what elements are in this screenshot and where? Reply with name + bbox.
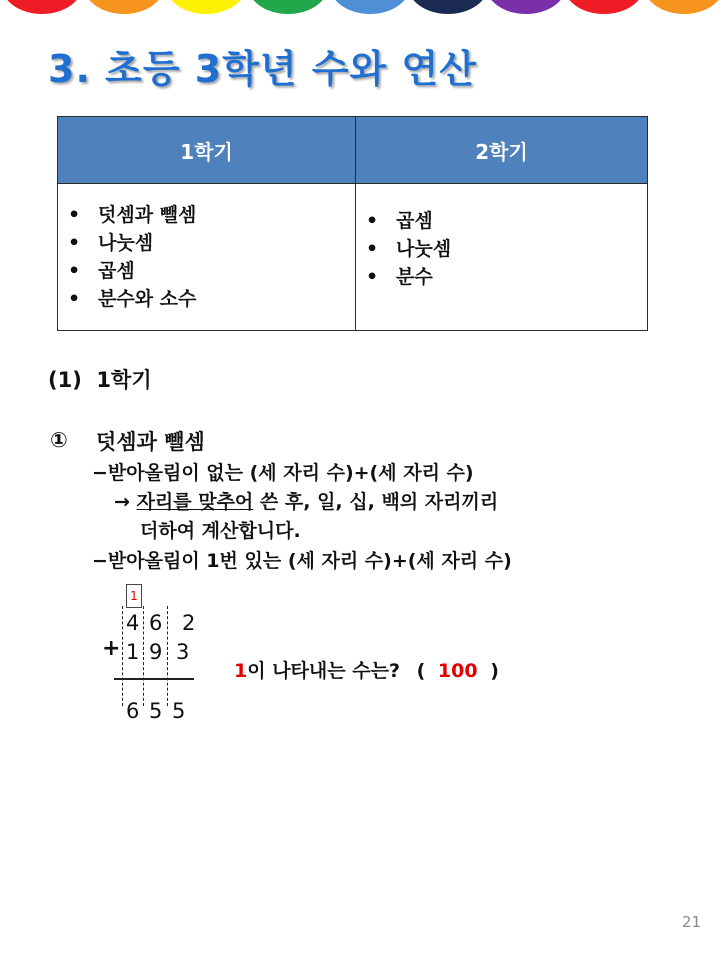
red-dot <box>2 0 82 14</box>
navy-dot <box>408 0 488 14</box>
list-item: • 나눗셈 <box>98 229 355 257</box>
list-item: • 곱셈 <box>396 207 647 235</box>
purple-dot <box>486 0 566 14</box>
list-item: • 분수와 소수 <box>98 285 355 313</box>
page-number: 21 <box>682 913 702 931</box>
bottom-digit-tens: 9 <box>149 640 163 664</box>
orange-dot <box>84 0 164 14</box>
rule-line-3: 더하여 계산합니다. <box>140 520 301 542</box>
item-number: ① <box>50 428 68 452</box>
list-item: • 덧셈과 뺄셈 <box>98 201 355 229</box>
bottom-digit-hundreds: 1 <box>126 640 140 664</box>
rule-line-4: −받아올림이 1번 있는 (세 자리 수)+(세 자리 수) <box>92 550 512 572</box>
carry-box: 1 <box>126 584 142 608</box>
emphasis-text: 자리를 맞추어 <box>136 491 254 513</box>
rule-line-2-rest: 쓴 후, 일, 십, 백의 자리끼리 <box>253 491 499 513</box>
question-text: 이 나타내는 수는? <box>247 660 400 682</box>
red-dot-2 <box>564 0 644 14</box>
plus-sign: + <box>102 636 121 661</box>
answer-close-paren: ) <box>490 660 499 682</box>
page-title: 3. 초등 3학년 수와 연산 <box>48 47 477 91</box>
column-guide <box>167 606 168 706</box>
answer-value: 100 <box>437 660 478 682</box>
blue-dot <box>330 0 410 14</box>
decorative-dots <box>0 0 720 18</box>
question-highlight: 1 <box>234 660 248 682</box>
result-digit-ones: 5 <box>172 699 186 723</box>
bottom-digit-ones: 3 <box>176 640 190 664</box>
header-semester-2: 2학기 <box>356 117 648 184</box>
semester-table <box>57 116 648 331</box>
column-guide <box>122 606 123 706</box>
semester-2-cell <box>356 184 648 331</box>
header-semester-1: 1학기 <box>58 117 356 184</box>
top-digit-ones: 2 <box>182 611 196 635</box>
orange-dot-2 <box>644 0 720 14</box>
sum-line <box>114 678 194 680</box>
semester-1-cell <box>58 184 356 331</box>
item-heading: 덧셈과 뺄셈 <box>96 430 205 454</box>
column-guide <box>143 606 144 706</box>
result-digit-hundreds: 6 <box>126 699 140 723</box>
yellow-dot <box>166 0 246 14</box>
answer-open-paren: ( <box>416 660 426 682</box>
list-item: • 분수 <box>396 263 647 291</box>
arrow-icon: → <box>114 491 130 513</box>
top-digit-tens: 6 <box>149 611 163 635</box>
question <box>234 656 499 683</box>
semester-1-list <box>58 201 355 313</box>
column-addition <box>100 580 240 730</box>
list-item: • 나눗셈 <box>396 235 647 263</box>
semester-2-list <box>356 207 647 291</box>
rule-line-2 <box>114 487 498 514</box>
result-digit-tens: 5 <box>149 699 163 723</box>
rule-line-1: −받아올림이 없는 (세 자리 수)+(세 자리 수) <box>92 462 474 484</box>
section-heading: (1) 1학기 <box>48 368 152 392</box>
top-digit-hundreds: 4 <box>126 611 140 635</box>
list-item: • 곱셈 <box>98 257 355 285</box>
green-dot <box>248 0 328 14</box>
